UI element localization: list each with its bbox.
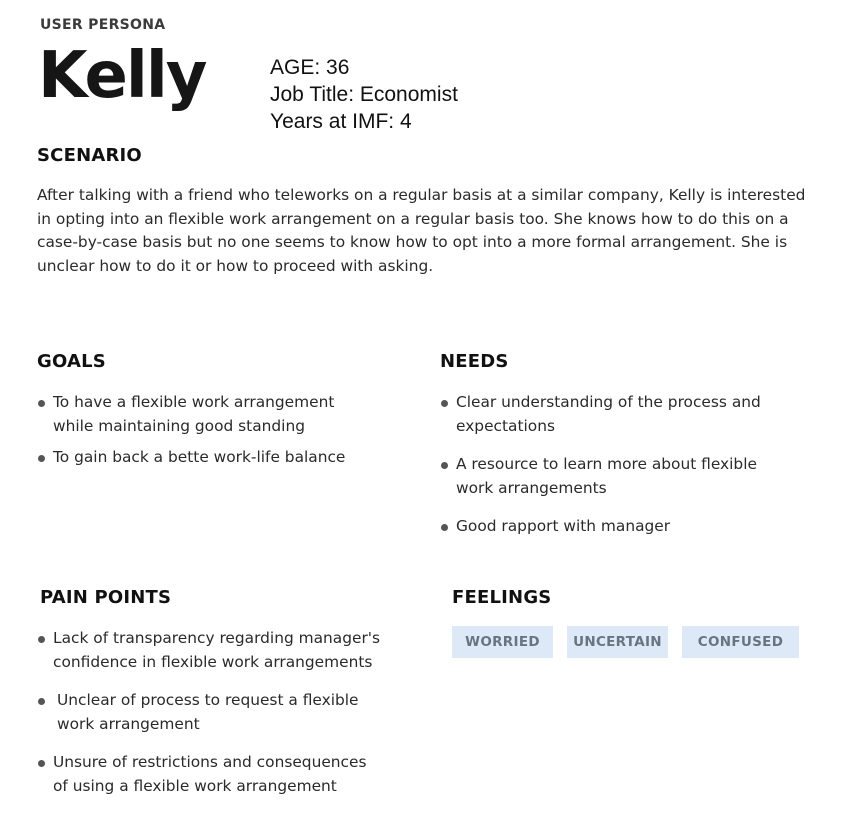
feelings-heading: FEELINGS xyxy=(452,587,552,608)
goals-heading: GOALS xyxy=(37,351,106,372)
feeling-tag-confused: CONFUSED xyxy=(682,626,799,658)
pain-points-list xyxy=(37,627,382,798)
goals-list xyxy=(37,391,367,470)
persona-name: Kelly xyxy=(38,39,206,113)
list-item: Good rapport with manager xyxy=(440,515,785,539)
needs-list xyxy=(440,391,785,539)
persona-meta xyxy=(270,54,458,135)
needs-heading: NEEDS xyxy=(440,351,509,372)
list-item: Lack of transparency regarding manager's confidence in flexible work arrangements xyxy=(37,627,382,674)
scenario-text: After talking with a friend who teleworks on a regular basis at a similar company, Kelly is interested in opting into an flexible work arrangement on a regular basis too. She knows how to do this on a case-by-case basis but no one seems to know how to opt into a more formal arrangement. She is unclear how to do it or how to proceed with asking. xyxy=(37,186,806,275)
list-item: Clear understanding of the process and expectations xyxy=(440,391,785,438)
meta-age: AGE: 36 xyxy=(270,56,350,79)
feeling-tag-uncertain: UNCERTAIN xyxy=(567,626,668,658)
feeling-tag-worried: WORRIED xyxy=(452,626,553,658)
list-item: To gain back a bette work-life balance xyxy=(37,446,367,470)
meta-job-title: Job Title: Economist xyxy=(270,83,458,106)
list-item: Unclear of process to request a flexible work arrangement xyxy=(37,689,382,736)
persona-eyebrow: USER PERSONA xyxy=(40,17,166,33)
list-item: To have a flexible work arrangement while maintaining good standing xyxy=(37,391,367,438)
scenario-heading: SCENARIO xyxy=(37,145,142,166)
list-item: Unsure of restrictions and consequences of using a flexible work arrangement xyxy=(37,751,382,798)
meta-years: Years at IMF: 4 xyxy=(270,110,412,133)
pain-points-heading: PAIN POINTS xyxy=(40,587,172,608)
list-item: A resource to learn more about flexible work arrangements xyxy=(440,453,785,500)
